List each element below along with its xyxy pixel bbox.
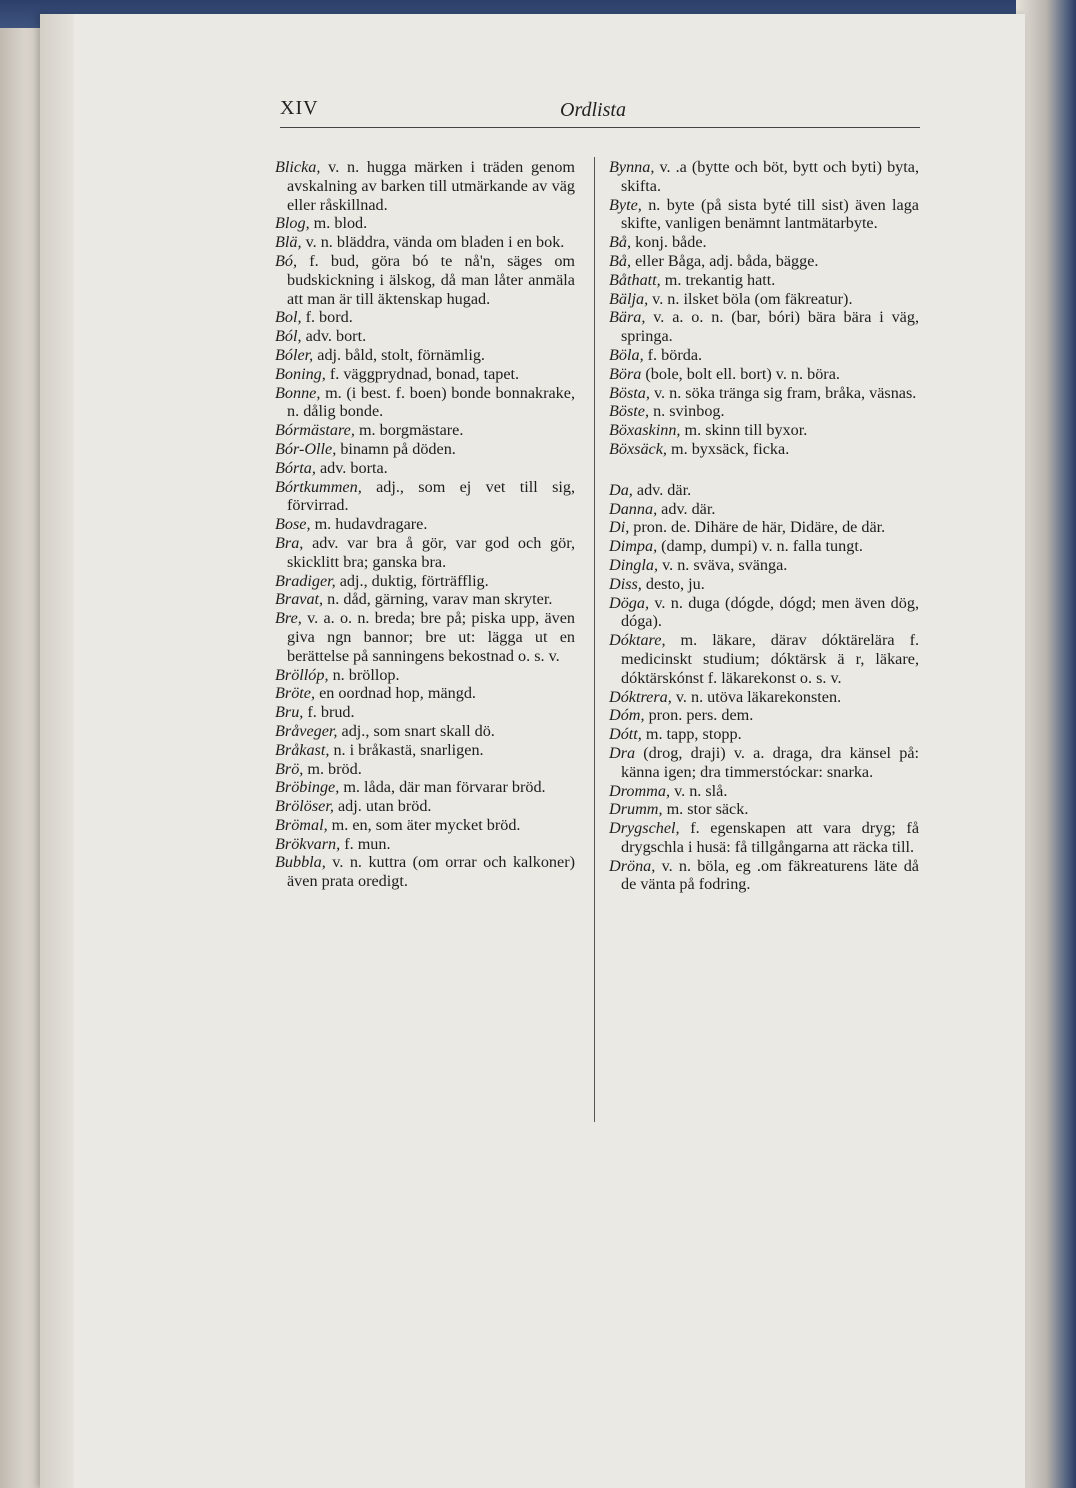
headword: Dótt, bbox=[609, 725, 642, 744]
dictionary-entry bbox=[609, 537, 919, 556]
dictionary-entry bbox=[609, 440, 919, 459]
definition: v. n. duga (dógde, dógd; men även dög, dóga). bbox=[621, 593, 920, 631]
definition: eller Båga, adj. båda, bägge. bbox=[635, 251, 819, 270]
definition: desto, ju. bbox=[645, 574, 705, 593]
headword: Bynna, bbox=[609, 158, 655, 176]
dictionary-entry bbox=[609, 725, 919, 744]
dictionary-entry bbox=[609, 290, 919, 309]
headword: Blog, bbox=[275, 214, 310, 233]
headword: Bösta, bbox=[609, 383, 650, 402]
definition: m. borgmästare. bbox=[358, 421, 464, 440]
headword: Bälja, bbox=[609, 289, 649, 308]
dictionary-entry bbox=[275, 478, 575, 516]
dictionary-entry bbox=[609, 365, 919, 384]
dictionary-entry bbox=[275, 534, 575, 572]
dictionary-entry bbox=[275, 853, 575, 891]
dictionary-entry bbox=[609, 158, 919, 196]
headword: Böra bbox=[609, 364, 642, 383]
headword: Böste, bbox=[609, 402, 650, 421]
headword: Dóktare, bbox=[609, 631, 666, 650]
headword: Brö, bbox=[275, 759, 304, 778]
dictionary-entry bbox=[609, 481, 919, 500]
definition: n. svinbog. bbox=[653, 402, 725, 421]
headword: Dromma, bbox=[609, 781, 671, 800]
definition: n. byte (på sista byté till sist) även laga skifte, vanligen benämnt lantmätarbyte. bbox=[621, 195, 919, 233]
dictionary-entry bbox=[609, 782, 919, 801]
headword: Bór-Olle, bbox=[275, 439, 337, 458]
dictionary-entry bbox=[275, 816, 575, 835]
dictionary-entry bbox=[275, 515, 575, 534]
dictionary-entry bbox=[275, 797, 575, 816]
definition: f. väggprydnad, bonad, tapet. bbox=[329, 364, 520, 383]
definition: en oordnad hop, mängd. bbox=[319, 684, 476, 703]
headword: Danna, bbox=[609, 499, 658, 518]
definition: v. a. o. n. breda; bre på; piska upp, även giva ngn bannor; bre ut: lägga ut en berättelse på sanningens bekostnad o. s. v. bbox=[287, 609, 576, 665]
dictionary-entry bbox=[275, 346, 575, 365]
definition: f. mun. bbox=[344, 834, 391, 853]
definition: f. bud, göra bó te nå'n, säges om budskickning i älskog, då man låter anmäla att man är till äktenskap hugad. bbox=[287, 251, 575, 308]
header-rule bbox=[280, 127, 920, 128]
headword: Döga, bbox=[609, 593, 650, 612]
definition: m. läkare, därav dóktärelära f. medicinskt studium; dóktärsk ä r, läkare, dóktärskónst f. läkarekonst o. s. v. bbox=[621, 631, 920, 687]
headword: Bru, bbox=[275, 703, 304, 722]
dictionary-entry bbox=[609, 631, 919, 687]
dictionary-entry bbox=[275, 572, 575, 591]
headword: Di, bbox=[609, 518, 630, 537]
headword: Drygschel, bbox=[609, 819, 680, 838]
dictionary-entry bbox=[275, 158, 575, 214]
headword: Brömal, bbox=[275, 815, 328, 834]
headword: Blicka, bbox=[275, 158, 321, 176]
definition: v. .a (bytte och böt, bytt och byti) byta, skifta. bbox=[621, 158, 919, 195]
headword: Dimpa, bbox=[609, 537, 658, 556]
dictionary-entry bbox=[275, 760, 575, 779]
dictionary-entry bbox=[609, 421, 919, 440]
headword: Böxaskinn, bbox=[609, 421, 681, 440]
dictionary-entry bbox=[609, 402, 919, 421]
dictionary-entry bbox=[275, 308, 575, 327]
dictionary-entry bbox=[275, 459, 575, 478]
headword: Blä, bbox=[275, 233, 302, 252]
dictionary-entry bbox=[609, 233, 919, 252]
headword: Bórmästare, bbox=[275, 421, 355, 440]
headword: Brölöser, bbox=[275, 797, 334, 816]
dictionary-entry bbox=[275, 666, 575, 685]
dictionary-entry bbox=[275, 214, 575, 233]
definition: m. låda, där man förvarar bröd. bbox=[343, 778, 546, 797]
definition: v. n. slå. bbox=[674, 781, 728, 800]
definition: f. bord. bbox=[305, 308, 353, 327]
headword: Böla, bbox=[609, 345, 644, 364]
definition: v. n. sväva, svänga. bbox=[662, 555, 788, 574]
definition: m. tapp, stopp. bbox=[645, 725, 742, 744]
headword: Bråkast, bbox=[275, 740, 330, 759]
definition: konj. både. bbox=[635, 233, 707, 252]
definition: f. börda. bbox=[647, 345, 703, 364]
headword: Bära, bbox=[609, 308, 646, 327]
headword: Bravat, bbox=[275, 590, 324, 609]
definition: binamn på döden. bbox=[340, 439, 456, 458]
dictionary-entry bbox=[275, 440, 575, 459]
headword: Bröte, bbox=[275, 684, 316, 703]
definition: adv. bort. bbox=[305, 327, 367, 346]
headword: Byte, bbox=[609, 195, 642, 214]
headword: Bra, bbox=[275, 533, 304, 552]
dictionary-entry bbox=[609, 196, 919, 234]
definition: v. n. ilsket böla (om fäkreatur). bbox=[652, 289, 853, 308]
dictionary-entry bbox=[609, 594, 919, 632]
definition: m. bröd. bbox=[307, 759, 362, 778]
dictionary-entry bbox=[609, 744, 919, 782]
headword: Bråveger, bbox=[275, 721, 338, 740]
headword: Böxsäck, bbox=[609, 439, 667, 458]
headword: Dra bbox=[609, 743, 636, 762]
definition: v. n. söka tränga sig fram, bråka, väsnas. bbox=[653, 383, 917, 402]
headword: Dingla, bbox=[609, 555, 659, 574]
definition: adv. borta. bbox=[319, 458, 388, 477]
headword: Dröna, bbox=[609, 856, 656, 875]
headword: Bre, bbox=[275, 609, 302, 628]
column-divider bbox=[594, 157, 595, 1122]
page-number: XIV bbox=[280, 97, 319, 119]
dictionary-entry bbox=[275, 590, 575, 609]
dictionary-entry bbox=[609, 556, 919, 575]
definition: adv. var bra å gör, var god och gör, skicklitt bra; ganska bra. bbox=[287, 533, 576, 571]
left-column bbox=[275, 158, 575, 891]
dictionary-entry bbox=[609, 688, 919, 707]
definition: n. bröllop. bbox=[332, 665, 400, 684]
page-edge bbox=[40, 14, 74, 1488]
definition: adv. där. bbox=[661, 499, 716, 518]
dictionary-entry bbox=[275, 684, 575, 703]
dictionary-entry bbox=[275, 327, 575, 346]
headword: Ból, bbox=[275, 327, 302, 346]
dictionary-entry bbox=[609, 308, 919, 346]
dictionary-entry bbox=[609, 271, 919, 290]
definition: m. skinn till byxor. bbox=[684, 421, 808, 440]
dictionary-entry bbox=[609, 819, 919, 857]
headword: Bubbla, bbox=[275, 853, 326, 872]
headword: Bradiger, bbox=[275, 571, 336, 590]
headword: Drumm, bbox=[609, 800, 663, 819]
definition: v. n. böla, eg .om fäkreaturens läte då de vänta på fodring. bbox=[621, 856, 919, 894]
headword: Bose, bbox=[275, 515, 311, 534]
definition: m. (i best. f. boen) bonde bonnakrake, n. dålig bonde. bbox=[287, 383, 576, 421]
definition: f. brud. bbox=[307, 703, 355, 722]
dictionary-entry bbox=[609, 500, 919, 519]
headword: Da, bbox=[609, 480, 633, 499]
dictionary-entry bbox=[609, 384, 919, 403]
definition: (drog, draji) v. a. draga, dra känsel på: känna igen; dra timmerstóckar: snarka. bbox=[621, 743, 919, 781]
definition: adv. där. bbox=[636, 480, 692, 499]
dictionary-entry bbox=[609, 346, 919, 365]
headword: Bå, bbox=[609, 251, 632, 270]
dictionary-entry bbox=[275, 365, 575, 384]
dictionary-entry bbox=[609, 575, 919, 594]
dictionary-entry bbox=[275, 609, 575, 665]
definition: n. dåd, gärning, varav man skryter. bbox=[327, 590, 553, 609]
dictionary-entry bbox=[609, 857, 919, 895]
dictionary-entry bbox=[275, 421, 575, 440]
dictionary-entry bbox=[609, 706, 919, 725]
definition: adj., duktig, förträfflig. bbox=[339, 571, 489, 590]
dictionary-entry bbox=[609, 518, 919, 537]
dictionary-entry bbox=[275, 233, 575, 252]
definition: m. stor säck. bbox=[666, 800, 749, 819]
headword: Brökvarn, bbox=[275, 834, 341, 853]
headword: Båthatt, bbox=[609, 270, 661, 289]
headword: Bonne, bbox=[275, 383, 321, 402]
dictionary-entry bbox=[275, 252, 575, 308]
headword: Bóler, bbox=[275, 345, 314, 364]
headword: Diss, bbox=[609, 574, 642, 593]
definition: m. blod. bbox=[313, 214, 368, 233]
dictionary-entry bbox=[275, 384, 575, 422]
headword: Dóktrera, bbox=[609, 687, 672, 706]
definition: (bole, bolt ell. bort) v. n. böra. bbox=[645, 364, 840, 383]
definition: n. i bråkastä, snarligen. bbox=[333, 740, 484, 759]
dictionary-entry bbox=[275, 778, 575, 797]
headword: Bröbinge, bbox=[275, 778, 340, 797]
headword: Bó, bbox=[275, 251, 298, 270]
definition: v. a. o. n. (bar, bóri) bära bära i väg, springa. bbox=[621, 308, 919, 346]
headword: Boning, bbox=[275, 364, 326, 383]
definition: adj., som snart skall dö. bbox=[341, 721, 495, 740]
definition: v. n. bläddra, vända om bladen i en bok. bbox=[305, 233, 565, 252]
definition: adj., som ej vet till sig, förvirrad. bbox=[287, 477, 576, 515]
headword: Bol, bbox=[275, 308, 302, 327]
definition: v. n. kuttra (om orrar och kalkoner) även prata oredigt. bbox=[287, 853, 575, 891]
dictionary-entry bbox=[609, 800, 919, 819]
definition: v. n. utöva läkarekonsten. bbox=[675, 687, 842, 706]
definition: m. en, som äter mycket bröd. bbox=[331, 815, 521, 834]
headword: Bórtkummen, bbox=[275, 477, 362, 496]
definition: adj. båld, stolt, förnämlig. bbox=[317, 345, 485, 364]
right-column bbox=[609, 158, 919, 894]
headword: Dóm, bbox=[609, 706, 645, 725]
definition: pron. de. Dihäre de här, Didäre, de där. bbox=[633, 518, 886, 537]
definition: m. hudavdragare. bbox=[314, 515, 428, 534]
running-head bbox=[280, 97, 920, 129]
definition: m. trekantig hatt. bbox=[664, 270, 776, 289]
headword: Bröllóp, bbox=[275, 665, 329, 684]
definition: f. egenskapen att vara dryg; få drygschla i husä: få tillgångarna att räcka till. bbox=[621, 819, 919, 856]
dictionary-entry bbox=[275, 703, 575, 722]
book-cover-right bbox=[1016, 0, 1076, 1488]
definition: adj. utan bröd. bbox=[337, 797, 432, 816]
definition: v. n. hugga märken i träden genom avskalning av barken till utmärkande av väg eller råskillnad. bbox=[287, 158, 576, 214]
definition: (damp, dumpi) v. n. falla tungt. bbox=[661, 537, 863, 556]
dictionary-entry bbox=[275, 722, 575, 741]
dictionary-entry bbox=[275, 835, 575, 854]
definition: m. byxsäck, ficka. bbox=[671, 439, 790, 458]
running-title: Ordlista bbox=[560, 99, 626, 121]
definition: pron. pers. dem. bbox=[648, 706, 754, 725]
headword: Bå, bbox=[609, 233, 632, 252]
dictionary-entry bbox=[609, 252, 919, 271]
headword: Bórta, bbox=[275, 458, 316, 477]
dictionary-entry bbox=[275, 741, 575, 760]
